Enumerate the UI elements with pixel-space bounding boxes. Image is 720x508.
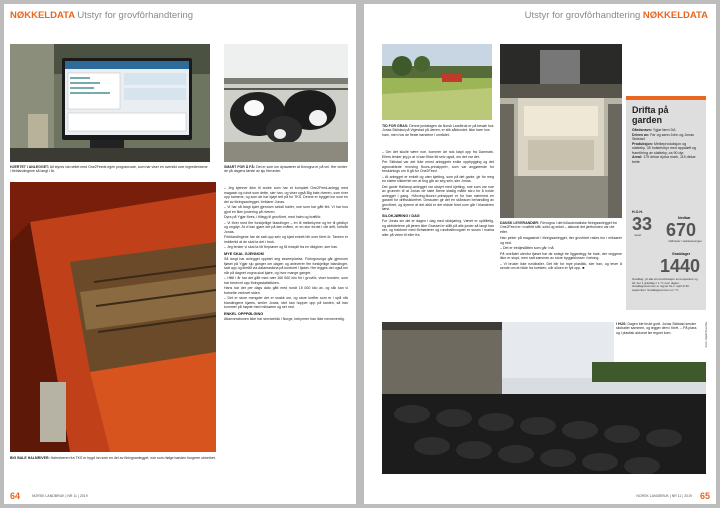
article-column-left [224, 186, 348, 486]
photo-bale-shredder [10, 182, 216, 452]
hoh-unit: meter [634, 233, 642, 237]
paragraph: – Vi fôrer med fire forskjellige blandinger – én til melkekyrne og tre til geldkyr og ungdyr. At vi kan gjøre det på den måten, er en stor fordel i vår drift, fortsiår Jonas. [224, 220, 348, 234]
paragraph: – Det er tredjeslåtten som går i nå. [500, 246, 555, 250]
paragraph: – Vi har så langt kjørt gjennom sekstl baller, noe som har gått fint. Vi har hus gjort en liten justering på riveren. [224, 205, 348, 214]
right-page [364, 4, 716, 504]
paragraph: Det ganle Hallarup-anlegget var utstyrt med kjetting, noe som var noe av grunnen til at Jonas de siste årene stadig måtte skru for å holde anlegget i gang. «Moving-floors»-prinsippet er for han nærmest en garanti for driftssikkerhet. Dessuten gir det en skånsom behandling av grovfôret, og dyrene af det altid er det eldste fôret som går i blanderen først. [382, 184, 494, 211]
paragraph: Dyra på Ygjar fôres, i tillegg til grovfôret, med halm og kraftfôr. [224, 215, 322, 219]
paragraph: – At anlegget er enkelt og uten kjetting, som på det ganle, gir for meg en større sikkerhet om at ting går av seg selv, sier Jonas. [382, 174, 494, 183]
paragraph: Han peker på magasinet i fôringsanlegget, der grovfôret rakes inn i miksører og ned. [500, 236, 622, 245]
section-kicker: Utstyr for grovfôrhandtering NØKKELDATA [524, 10, 708, 21]
rain-label: Nedbør [678, 216, 691, 220]
page-number: 64 [10, 491, 21, 501]
facts-title: Drifta på garden [632, 105, 669, 125]
caption-bale-shredder: BIG BALE HALMRIVER: Halmriveren fra TKS er bygd inn som en del av fôringsanlegget, noe som rfølge banden fungerer utmerket. [10, 456, 216, 460]
paragraph: Atlanverabonen ikke har servicefolk i Norge, bekymrer han ikke nevneverdig. [224, 317, 345, 321]
facts-line: Drives av: Far og sønn John og Jonas Skilstad [632, 132, 694, 141]
photo-feed-wagon [500, 44, 622, 218]
paragraph: – Det er store mengder det er snakk om, og store krefter som er i spill når blandingene kjøres, smiler Jonas, idet han hopper opp på kanten, så han kommer på høyde med miksøren og ser ned. [224, 296, 348, 309]
caption-feed-wagon: DANSK LEVERANDØR: Fôrvogna i det fullautomatiske fôringsanlegget fra One2Feed er i rustfritt stål, solid og enkel – akkurat det jærbonden var ute etter. [500, 221, 617, 234]
paragraph: – Om det skulle være noe, kommer de nok klapt opp fra Danmark. Ellers tenker jeg jo at vi kan fikse litt selv også, om det var det. [382, 150, 494, 159]
degree-days-value: 1440 [660, 256, 701, 276]
paragraph: Så langt har anlegget oppført seg eksemplarisk. Fôringsrunga går gjennom fjøset på Ygjar sju ganger om dagen og anleverer fire forskjellige blandinger, satt opp og tilmålt via datamaskina på kontoret i fjøset. Her legges det også inn når på dagnet vogna skal kjøre, og hvor mange ganger. [224, 257, 348, 275]
hoh-value: 33 [632, 214, 653, 234]
farm-facts-box [626, 96, 706, 310]
photo-control-computer [10, 44, 210, 162]
photo-cows [224, 44, 348, 162]
rain-value: 670 [666, 220, 697, 240]
paragraph: For Jonas sin del er dagen i dag med silokjøring. Været er upålitelig, og aktivitetene på jæren ikke Grasset er slått på alle jorder så langt han ser, og traktorer med fôrhøsterer og rundballevogner er susen i marka aller på veien til eller fra. [382, 219, 494, 237]
article-column-right-2 [500, 236, 622, 316]
caption-computer: HJERTET I ANLEGGET: Alt styres via nettet med One2Feeds egen programvare, som har viser en oversikt over ingrediensene i fôrblandingene så langt i år. [10, 165, 208, 174]
facts-line: Produksjon: Melkeproduksjon og slakteky. 35 holsteinkyr med appaløft og framfôring av slakteky, ca 90 dyr. [632, 141, 696, 155]
photo-field [382, 44, 492, 120]
hoh-label: H.O.H. [632, 210, 643, 214]
subheading: ENKEL OPPFØLGING [224, 311, 264, 316]
photo-credit: Foto: Kjetil Kvarme [704, 322, 708, 348]
caption-cows: SMART FOR Å FÅ: Det er som om dyraværer at fôrvogna er på vei. Her venter de på dagens første av sju fôrrunder. [224, 165, 348, 174]
caption-field: TID FOR GRAS: Denne jurdalagen da Norsk Landbruk er på besøk hos Jonas Skilstad på Vigestad på Jæren, er slik såkkordet, ikke bare hos ham, men hos de fleste bøndene i området. [382, 124, 494, 137]
subheading: MYE SKAL GJENNOM [224, 251, 264, 256]
paragraph: – Hittil i år har det gått med nær 160 000 kilo fôr i grovfôr, viser bonden, som har benevnt opp fôringsstatistikken. [224, 276, 348, 285]
photo-silage-bales [382, 322, 706, 474]
page-footer: NORSK LANDBRUK | NR 11 | 2019 [636, 494, 692, 498]
paragraph: På området utenfor fjøset har de anlagt tre ligganlegg for bale, der veggene ikke er stopt, men satt sammen av store byggeklosser i betong. [500, 251, 622, 260]
degree-days-label: Graddager [672, 252, 691, 256]
page-number: 65 [699, 491, 710, 501]
article-column-right-1 [382, 150, 494, 316]
rain-unit: millimeter i vekstsesongen [668, 239, 702, 243]
paragraph: – Jeg kjenner ikke til andre som har et komplett One2Feed-anlegg med magasin og robot som dette, sier han, og viser også Big bale-riveren, som river opp balnene, og som de har kjøpt tett på for TKS. Denne er bygget inn som en del av fôringsanlegget, forklarer Jonas. [224, 186, 348, 204]
left-page [4, 4, 356, 504]
subheading: SILOKJØRING I DAG [382, 213, 420, 218]
facts-stats [626, 208, 706, 310]
paragraph: Hans har det per dags dato gått med rundt 15 000 kilo av, og slik kan vi fortsette vedovet siden. [224, 286, 348, 295]
caption-silage: I HUS: Dagen ble brukt godt. Jonas Skilstad sender siloballer sammen, og legger dem i fôret. – På plass og i plastisk akkurat før regnet kom. [616, 322, 697, 335]
section-kicker: NØKKELDATA Utstyr for grovfôrhandtering [10, 10, 194, 21]
paragraph: – Vi bruker ikke rundballer. Det blir for mye plastikk, sier han, og tever å sende om at blide fra kvelden, når siloen er fylt opp. ■ [500, 261, 622, 270]
paragraph: – Jeg tenker vi skal ta litt fôrprøver og få innspill fra en rådgiver, sier han. [224, 245, 339, 249]
paragraph: Fôrblandingene har de satt opp selv og kjørt enkelt blir over fôret ör. Tanken er imidlertid at de skal ta det i bruk. [224, 235, 348, 244]
facts-accent-bar [626, 96, 706, 100]
facts-line: Gårdsnavn: Ygjar farm DA [632, 128, 676, 132]
facts-line: Areal: 175 dekar dyrka mark, 115 dekar beite [632, 155, 696, 164]
facts-note: Graddag: ytt alle ein kombinasjon av temperatur og tid, der 1 graddag = 1 °C over dagen. Graddagssummen er regnet fra 1. april til 30. september. Graddagsummen er i °C. [632, 277, 698, 292]
paragraph: Per Skilstad var det ikke minst anleggets enkle oppbygging og det agronaktede «moving floors-prinsippet», som var avgjørende for beslutnings om å gå for One2Feed. [382, 160, 494, 173]
page-footer: NORSK LANDBRUK | NR 11 | 2019 [32, 494, 88, 498]
